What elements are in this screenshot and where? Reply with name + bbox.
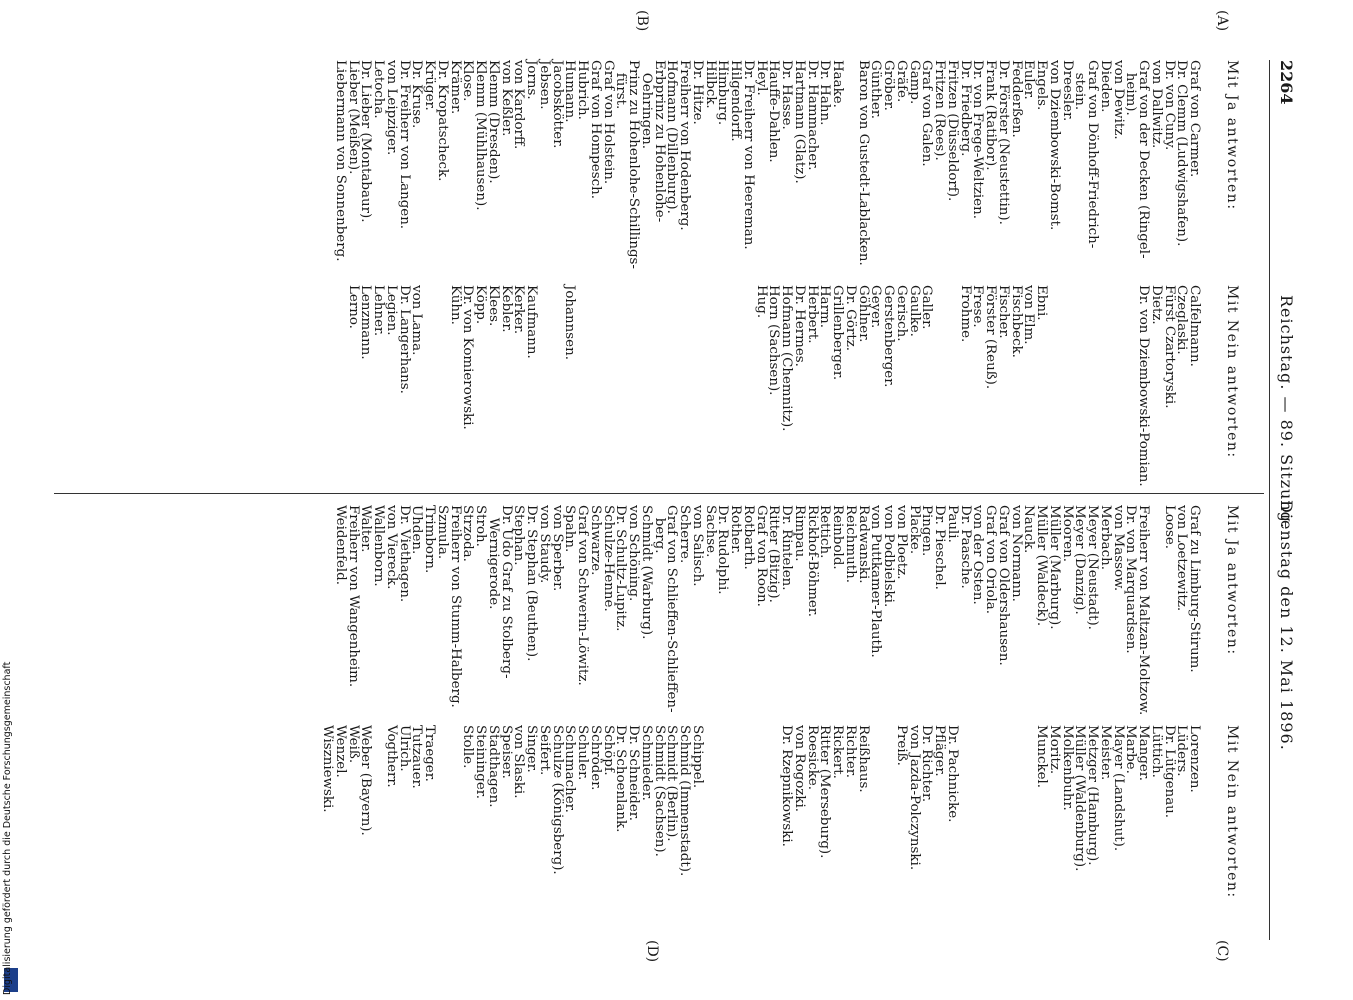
column-divider xyxy=(54,493,1264,494)
column-no-right xyxy=(321,725,1265,925)
member-name: Fritzen (Rees). xyxy=(932,60,948,161)
member-name: Pingen. xyxy=(919,505,935,557)
member-name: Freiherr von Stumm-Halberg. xyxy=(447,505,463,708)
member-name: Dreesler. xyxy=(1059,60,1075,122)
member-name: Rettich. xyxy=(817,505,833,559)
member-name xyxy=(945,285,958,485)
member-name: Steininger. xyxy=(473,725,489,799)
member-name: Köpp. xyxy=(473,285,489,325)
member-name: Trimborn. xyxy=(422,505,438,574)
member-name: Himburg. xyxy=(715,60,731,126)
member-name: von Slaski. xyxy=(511,725,527,799)
member-name xyxy=(1111,285,1124,485)
credit-text: Digitalisierung gefördert durch die Deutsche Forschungsgemeinschaft xyxy=(2,661,13,995)
member-name xyxy=(652,285,665,485)
member-name: Ulrich. xyxy=(396,725,412,772)
member-name: Kebler. xyxy=(498,285,514,333)
member-name: Graf von der Decken (Ringel- xyxy=(1136,60,1152,259)
member-name: Schulze (Königsberg). xyxy=(549,725,565,875)
member-name xyxy=(716,285,729,485)
member-name: Stephan. xyxy=(511,505,527,566)
member-name: von Kardorff. xyxy=(511,60,527,150)
member-name: Lüttich. xyxy=(1149,725,1164,778)
member-name: von Elm. xyxy=(1021,285,1037,345)
member-name: Dr. Rzepnikowski. xyxy=(779,725,795,847)
member-name: Wenzel. xyxy=(333,725,348,778)
member-name: von Staudy. xyxy=(537,505,552,584)
member-name: von Schöning. xyxy=(626,505,642,602)
member-name xyxy=(1149,505,1162,705)
member-name: Jacobskötter. xyxy=(549,60,565,149)
member-name: Ritter (Bitzig). xyxy=(766,505,782,603)
member-name: Dr. Kruse. xyxy=(409,60,425,129)
member-name: Meyer (Neustadt). xyxy=(1085,505,1101,630)
member-name: stein. xyxy=(1072,60,1088,111)
member-name: Dr. Stephan (Beuthen). xyxy=(524,505,540,662)
member-name: Legien. xyxy=(384,285,399,336)
member-name: Hofmann (Dillenburg). xyxy=(664,60,680,214)
member-name xyxy=(1124,285,1137,485)
member-name: Dietz. xyxy=(1149,285,1164,325)
member-name: Graf von Galen. xyxy=(919,60,935,167)
member-name: Placke. xyxy=(906,505,922,555)
member-name: Gerisch. xyxy=(894,285,909,342)
member-name: Dr. Schultz-Lupitz. xyxy=(613,505,629,632)
member-name: Rotbarth. xyxy=(741,505,756,570)
member-name xyxy=(882,725,895,925)
member-name: Hilgendorff. xyxy=(728,60,744,142)
member-name: Lenzmann. xyxy=(358,285,374,360)
member-name: Munckel. xyxy=(1034,725,1050,789)
member-name xyxy=(1073,285,1086,485)
member-name: Fritzen (Düsseldorf). xyxy=(945,60,960,202)
member-name: Kühn. xyxy=(447,285,463,325)
member-name: Radwanski. xyxy=(855,505,871,584)
member-name: Krüger. xyxy=(422,60,438,111)
member-name: Metzger (Hamburg). xyxy=(1085,725,1101,866)
member-name: Kaufmann. xyxy=(524,285,540,359)
member-name: Mayer (Landshut). xyxy=(1110,725,1126,852)
member-name: von Dziembowski-Bomst. xyxy=(1047,60,1062,231)
member-name: Dr. Paasche. xyxy=(957,505,973,589)
member-name: Müller (Waldeck). xyxy=(1034,505,1050,627)
member-name: Dr. Kropatscheck. xyxy=(435,60,450,182)
member-name xyxy=(703,285,716,485)
member-name xyxy=(767,725,780,925)
member-name: Förster (Reuß). xyxy=(983,285,999,390)
member-name: von Puttkamer-Plauth. xyxy=(868,505,884,658)
margin-letter-b: (B) xyxy=(634,10,650,32)
member-name: Rother. xyxy=(728,505,744,555)
member-name: Weidenfeld. xyxy=(333,505,348,585)
member-name: Heyl. xyxy=(753,60,769,96)
member-name: Wiszniewski. xyxy=(320,725,336,813)
member-name: Reichmuth. xyxy=(843,505,858,583)
member-name: Klemm (Dresden). xyxy=(486,60,501,184)
member-name: Fischer. xyxy=(996,285,1011,339)
member-name xyxy=(665,285,678,485)
member-name: Dr. Hitze. xyxy=(690,60,705,125)
member-name: Klemm (Mühlhausen). xyxy=(473,60,489,211)
member-name: Schmidt (Warburg). xyxy=(639,505,654,640)
column-yes-right xyxy=(333,505,1264,716)
member-name: Dr. von Dziembowski-Pomian. xyxy=(1136,285,1152,487)
member-name: Schröder. xyxy=(588,725,603,791)
member-name xyxy=(372,725,385,925)
member-name: Wernigerode. xyxy=(486,505,501,610)
member-name: Grillenberger. xyxy=(830,285,846,381)
member-name: Frank (Ratibor). xyxy=(983,60,999,171)
member-name: Dr. Udo Graf zu Stolberg- xyxy=(498,505,514,679)
column-heading: Mit Ja antworten: xyxy=(1224,505,1241,656)
member-name: Schmieder. xyxy=(639,725,654,801)
member-name xyxy=(537,285,550,485)
member-name: Fischbeck. xyxy=(1008,285,1024,358)
member-name: Merbach. xyxy=(1098,505,1113,570)
member-name: Speiser. xyxy=(498,725,514,779)
member-name: Erbprinz zu Hohenlohe- xyxy=(651,60,667,223)
member-name: Freiherr von Maltzan-Moltzow. xyxy=(1136,505,1152,716)
member-name xyxy=(1098,285,1111,485)
rotated-page-content xyxy=(40,10,1300,963)
member-name: Dr. Rudolphi. xyxy=(715,505,731,595)
member-name: Singer. xyxy=(524,725,540,773)
member-name: Spahn. xyxy=(562,505,578,553)
member-name: Lüders. xyxy=(1174,725,1190,777)
member-name: Dr. von Marquardsen. xyxy=(1123,505,1139,654)
member-name xyxy=(984,725,997,925)
member-name: von Normann. xyxy=(1008,505,1024,602)
member-name: Gräfe. xyxy=(894,60,909,103)
member-name: Dieden. xyxy=(1098,60,1113,113)
member-name: Humann. xyxy=(562,60,578,123)
member-name: Günther. xyxy=(868,60,884,120)
member-name: Klose. xyxy=(460,60,476,102)
page-header xyxy=(1270,60,1300,940)
member-name: Freiherr von Hodenberg. xyxy=(677,60,693,231)
member-name: Freiherr von Wangenheim. xyxy=(345,505,361,688)
page-number: 2264 xyxy=(1277,60,1296,105)
member-name: Gamp. xyxy=(906,60,922,105)
member-name: Dr. Friedberg. xyxy=(957,60,973,157)
member-name: Dr. Lütgenau. xyxy=(1161,725,1177,819)
member-name: Sachse. xyxy=(702,505,718,558)
member-name: Traeger. xyxy=(422,725,438,782)
member-name: von Jazda-Polczynski. xyxy=(906,725,922,871)
member-name: Fedderßen. xyxy=(1008,60,1024,138)
member-name: Molkenbuhr. xyxy=(1059,725,1075,811)
header-title: Reichstag. — 89. Sitzung. xyxy=(1277,295,1296,529)
member-name: von Podbielski. xyxy=(881,505,897,608)
member-name: Pfläger. xyxy=(932,725,948,777)
member-name xyxy=(1086,285,1099,485)
member-name: Graf von Schwerin-Löwitz. xyxy=(575,505,591,686)
member-name: Dr. Freiherr von Langen. xyxy=(396,60,412,230)
member-name: Hartmann (Glatz). xyxy=(792,60,807,184)
member-name: Preiß. xyxy=(894,725,909,766)
member-name: Hilbck. xyxy=(702,60,718,109)
member-name: Loose. xyxy=(1161,505,1177,550)
member-name: Weiß. xyxy=(345,725,361,764)
member-name: Ebni. xyxy=(1034,285,1050,321)
member-name: Walter. xyxy=(358,505,374,553)
member-name: Geyer. xyxy=(868,285,884,329)
member-name: Graf von Oldershausen. xyxy=(996,505,1011,666)
member-name: berg. xyxy=(651,505,667,554)
member-name: Marbe. xyxy=(1123,725,1139,774)
member-name: Rickert. xyxy=(830,725,846,779)
member-name: von Loetzewitz. xyxy=(1174,505,1190,612)
member-name: heim). xyxy=(1123,60,1139,116)
member-name: Rickhof-Böhmer. xyxy=(804,505,820,618)
member-name: von Dallwitz. xyxy=(1149,60,1164,149)
member-name: Dr. Lieber (Montabaur). xyxy=(358,60,374,223)
member-name: von Salisch. xyxy=(690,505,705,587)
member-name: Lerno. xyxy=(345,285,361,329)
member-name xyxy=(576,285,589,485)
member-name xyxy=(448,725,461,925)
member-name: Szmula. xyxy=(435,505,450,560)
member-name: Herbert. xyxy=(804,285,820,344)
member-name: Fürst Czartoryski. xyxy=(1161,285,1177,409)
member-name: Ritter (Merseburg). xyxy=(817,725,833,859)
member-name: Harm. xyxy=(817,285,833,329)
member-name: von Keßler. xyxy=(498,60,514,137)
member-name: Müller (Marburg). xyxy=(1047,505,1062,630)
member-name: Dr. Hermes. xyxy=(792,285,807,367)
member-name: Jebsen. xyxy=(537,60,552,110)
column-heading: Mit Ja antworten: xyxy=(1224,60,1241,211)
member-name: Moritz. xyxy=(1047,725,1062,775)
member-name: Graf von Hompesch. xyxy=(588,60,603,199)
member-name: Dr. Schoenlank. xyxy=(613,725,629,833)
member-name xyxy=(1022,725,1035,925)
member-name: Baron von Gustedt-Lablacken. xyxy=(855,60,871,266)
member-name: Dr. Schneider. xyxy=(626,725,642,821)
member-name: fürst. xyxy=(613,60,629,110)
member-name xyxy=(716,725,729,925)
member-name: Hauffe-Dahlen. xyxy=(766,60,782,163)
member-name: Schumacher. xyxy=(562,725,578,813)
member-name xyxy=(639,285,652,485)
member-name xyxy=(933,285,946,485)
member-name: Schulze-Henne. xyxy=(600,505,616,612)
member-name: Vogtherr. xyxy=(384,725,399,788)
member-name: von Sperber. xyxy=(549,505,565,592)
member-name: Richter. xyxy=(843,725,858,778)
member-name: Tutzauer. xyxy=(409,725,425,789)
member-name: Jorns. xyxy=(524,60,540,100)
member-name: Dr. Förster (Neustettin). xyxy=(996,60,1011,225)
member-name: Oehringen. xyxy=(639,60,654,149)
member-name xyxy=(435,285,448,485)
member-name: Dr. Hasse. xyxy=(779,60,795,130)
member-name xyxy=(741,725,754,925)
member-name: Lieber (Meißen). xyxy=(345,60,361,175)
member-name xyxy=(588,285,601,485)
member-name xyxy=(754,725,767,925)
member-name: Letocha. xyxy=(371,60,387,119)
member-name: von Massow. xyxy=(1110,505,1126,592)
member-name: Liebermann von Sonnenberg. xyxy=(333,60,348,262)
member-name: Calfelmann. xyxy=(1187,285,1203,367)
member-name xyxy=(550,285,563,485)
column-no-left xyxy=(346,285,1264,485)
member-name: Lorenzen. xyxy=(1187,725,1203,793)
header-date: Dienstag den 12. Mai 1896. xyxy=(1277,500,1296,751)
member-name: Dr. Hahn. xyxy=(817,60,833,126)
member-name: von Dewitz. xyxy=(1110,60,1126,140)
member-name: Mooren. xyxy=(1059,505,1075,563)
member-name: Hug. xyxy=(753,285,769,319)
member-name: Graf von Oriola. xyxy=(983,505,999,615)
member-name xyxy=(1009,725,1022,925)
member-name: Dr. Hammacher. xyxy=(804,60,820,171)
member-name: Roesicke. xyxy=(804,725,820,791)
member-name: Schöpf. xyxy=(600,725,616,776)
margin-letter-d: (D) xyxy=(644,940,660,963)
member-name: Klees. xyxy=(486,285,501,327)
member-name: Nauck. xyxy=(1021,505,1037,554)
member-name: Manger. xyxy=(1136,725,1152,782)
margin-letter-c: (C) xyxy=(1214,940,1230,962)
member-name: Graf von Holstein. xyxy=(600,60,616,185)
column-heading: Mit Nein antworten: xyxy=(1224,285,1241,459)
member-name: Schmidt (Sachsen). xyxy=(651,725,667,857)
member-name: Kerker. xyxy=(511,285,527,335)
member-name: Schmidt (Berlin). xyxy=(664,725,680,842)
member-name: Dr. Pachnicke. xyxy=(945,725,960,823)
member-name xyxy=(741,285,754,485)
member-name xyxy=(601,285,614,485)
member-name xyxy=(996,725,1009,925)
member-name xyxy=(729,285,742,485)
member-name: von Lama. xyxy=(409,285,425,356)
member-name: Graf von Roon. xyxy=(753,505,769,607)
member-name: Frese. xyxy=(970,285,986,328)
member-name: Weber (Bayern). xyxy=(358,725,374,836)
member-name: Graf von Schlieffen-Schlieffen- xyxy=(664,505,680,713)
member-name xyxy=(843,60,856,260)
member-name xyxy=(1060,285,1073,485)
member-name: Dr. Richter. xyxy=(919,725,935,803)
member-name: Rimpau. xyxy=(792,505,807,562)
column-yes-left xyxy=(333,60,1264,269)
member-name: Hofmann (Chemnitz). xyxy=(779,285,795,432)
member-name xyxy=(1047,285,1060,485)
member-name: von der Osten. xyxy=(970,505,986,605)
member-name: Prinz zu Hohenlohe-Schillings- xyxy=(626,60,642,269)
member-name: Dr. von Cuny. xyxy=(1161,60,1177,151)
member-name xyxy=(627,285,640,485)
member-name: Schwarze. xyxy=(588,505,603,576)
member-name xyxy=(435,725,448,925)
margin-letter-a: (A) xyxy=(1214,10,1230,32)
member-name: von Leipziger. xyxy=(384,60,399,156)
member-name: Lehner. xyxy=(371,285,387,337)
member-name: Dr. Freiherr von Heereman. xyxy=(741,60,756,250)
member-name xyxy=(614,285,627,485)
member-name: Meyer (Danzig). xyxy=(1072,505,1088,615)
member-name: Dr. Görtz. xyxy=(843,285,858,352)
member-name: Graf von Carmer. xyxy=(1187,60,1203,178)
member-name: von Rogozki. xyxy=(792,725,807,812)
member-name: Krämer. xyxy=(447,60,463,115)
digitization-credit xyxy=(2,0,22,1000)
member-name: Gaulke. xyxy=(906,285,922,337)
member-name: Czeglaski. xyxy=(1174,285,1190,355)
member-name: Dr. Viethagen. xyxy=(396,505,412,603)
member-name: Wallenborn. xyxy=(371,505,387,587)
member-name: Stadthagen. xyxy=(486,725,501,808)
member-name xyxy=(423,285,436,485)
member-name xyxy=(729,725,742,925)
member-name: Göhlner. xyxy=(855,285,871,343)
member-name: Dr. Rintelen. xyxy=(779,505,795,591)
member-name: Strzoda. xyxy=(460,505,476,562)
member-name: Schuler. xyxy=(575,725,591,781)
member-name: Johannsen. xyxy=(562,285,578,360)
member-name: Dr. Langerhans. xyxy=(396,285,412,394)
member-name: von Ploetz. xyxy=(894,505,909,580)
member-name: Müller (Waldenburg). xyxy=(1072,725,1088,872)
member-name: Haake. xyxy=(830,60,846,108)
member-name xyxy=(678,285,691,485)
column-heading: Mit Nein antworten: xyxy=(1224,725,1241,899)
member-name: Gröber. xyxy=(881,60,897,111)
member-name: Horn (Sachsen). xyxy=(766,285,782,396)
member-name: Galler. xyxy=(919,285,935,330)
member-name: Hubrich. xyxy=(575,60,591,120)
member-name: Dr. von Frege-Weltzien. xyxy=(970,60,986,219)
member-name: Dr. Pieschel. xyxy=(932,505,948,590)
member-name: Dr. von Komierowski. xyxy=(460,285,476,430)
member-name: Euler. xyxy=(1021,60,1037,100)
member-name: Uhden. xyxy=(409,505,425,555)
member-name: Reinbold. xyxy=(830,505,846,570)
member-name: Schippel. xyxy=(690,725,705,789)
member-name: Scherre. xyxy=(677,505,693,564)
member-name: Seifert. xyxy=(537,725,552,776)
member-name: von Viereck. xyxy=(384,505,399,590)
header-rule xyxy=(1269,60,1270,940)
member-name: Graf von Dönhoff-Friedrich- xyxy=(1085,60,1101,249)
member-name: Frohme. xyxy=(957,285,973,343)
member-name: Stroh. xyxy=(473,505,489,547)
member-name: Stolle. xyxy=(460,725,476,769)
member-name: Meister. xyxy=(1098,725,1113,781)
member-name: Reißhaus. xyxy=(855,725,871,793)
member-name xyxy=(971,725,984,925)
member-name: Gerstenberger. xyxy=(881,285,897,388)
member-name: Dr. Clemm (Ludwigshafen). xyxy=(1174,60,1190,247)
member-name: Pauli. xyxy=(945,505,960,543)
member-name xyxy=(690,285,703,485)
member-name: Engels. xyxy=(1034,60,1050,111)
member-name: Graf zu Limburg-Stirum. xyxy=(1187,505,1203,673)
member-name: Schmid (Immenstadt). xyxy=(677,725,693,877)
